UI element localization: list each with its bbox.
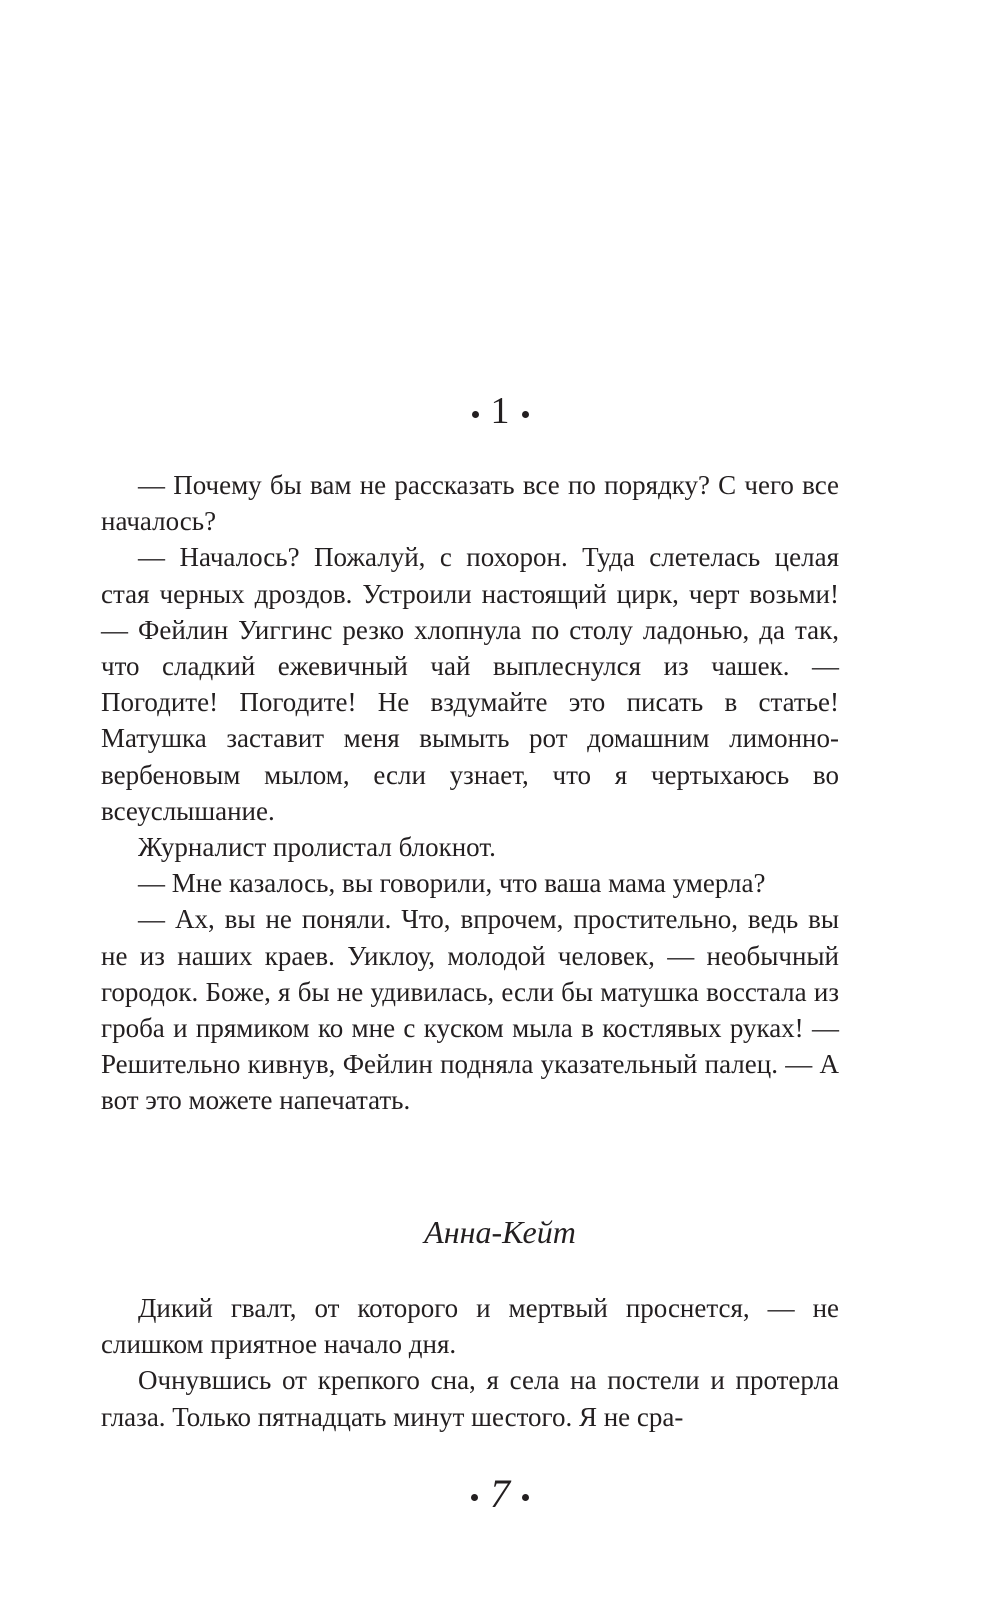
chapter-number: 1 xyxy=(490,390,510,432)
bullet-dot-icon xyxy=(522,411,529,418)
paragraph: — Началось? Пожалуй, с похорон. Туда слетелась целая стая черных дроздов. Устроили настоящий цирк, черт возьми! — Фейлин Уиггинс резко хлопнула по столу ладонью, да так, что сладкий ежевичный чай выплеснулся из чашек. — Погодите! Погодите! Не вздумайте это писать в статье! Матушка заставит меня вымыть рот домашним лимонно-вербеновым мылом, если узнает, что я чертыхаюсь во всеуслышание. xyxy=(101,542,839,826)
paragraph: — Ах, вы не поняли. Что, впрочем, простительно, ведь вы не из наших краев. Уиклоу, молодой человек, — необычный городок. Боже, я бы не удивилась, если бы матушка восстала из гроба и прямиком ко мне с куском мыла в костлявых руках! — Решительно кивнув, Фейлин подняла указательный палец. — А вот это можете напечатать. xyxy=(101,904,839,1116)
bullet-dot-icon xyxy=(471,1494,478,1501)
paragraph: Дикий гвалт, от которого и мертвый проснется, — не слишком приятное начало дня. xyxy=(101,1293,839,1360)
paragraph: Очнувшись от крепкого сна, я села на постели и протерла глаза. Только пятнадцать минут шестого. Я не сра- xyxy=(101,1365,839,1432)
paragraph: Журналист пролистал блокнот. xyxy=(138,832,496,863)
paragraph: — Мне казалось, вы говорили, что ваша мама умерла? xyxy=(138,868,766,899)
chapter-heading xyxy=(0,388,1000,434)
dialogue-section xyxy=(101,467,839,1119)
narrative-section xyxy=(101,1290,839,1435)
pov-heading: Анна-Кейт xyxy=(424,1214,576,1250)
page-number xyxy=(0,1470,1000,1518)
bullet-dot-icon xyxy=(472,411,479,418)
paragraph: — Почему бы вам не рассказать все по порядку? С чего все началось? xyxy=(101,470,839,537)
bullet-dot-icon xyxy=(522,1494,529,1501)
page-number-value: 7 xyxy=(490,1471,510,1516)
